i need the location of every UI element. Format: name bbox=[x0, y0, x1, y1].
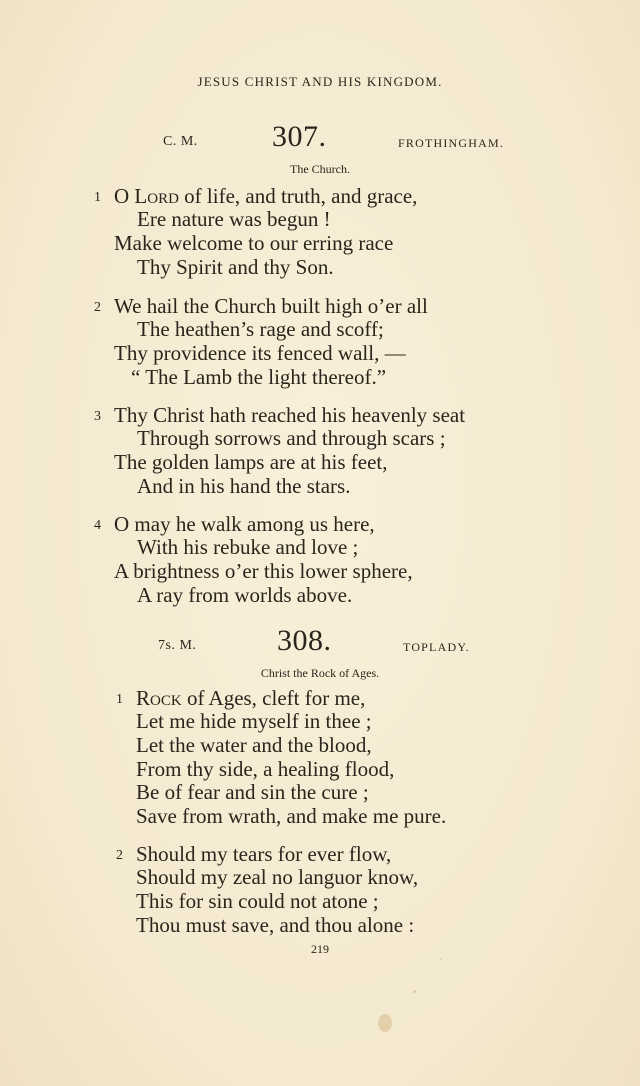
verse-line: Make welcome to our erring race bbox=[114, 231, 394, 255]
hymn-meter: C. M. bbox=[163, 134, 198, 149]
hymn-number: 307. bbox=[272, 120, 327, 153]
stanza-number: 1 bbox=[94, 190, 101, 205]
hymn-subtitle: Christ the Rock of Ages. bbox=[260, 666, 380, 680]
verse-line: Thy Christ hath reached his heavenly seat bbox=[114, 403, 466, 427]
verse-line: Ere nature was begun ! bbox=[137, 207, 331, 231]
verse-line: A brightness o’er this lower sphere, bbox=[114, 559, 413, 583]
verse-line: Rock of Ages, cleft for me, bbox=[136, 686, 366, 710]
hymn-number: 308. bbox=[277, 624, 332, 657]
verse-line: This for sin could not atone ; bbox=[136, 889, 379, 913]
hymn-307-header bbox=[0, 122, 640, 162]
hymn-subtitle: The Church. bbox=[290, 162, 350, 176]
verse-line: A ray from worlds above. bbox=[137, 583, 353, 607]
verse-line: Thy providence its fenced wall, — bbox=[114, 341, 406, 365]
verse-line: “ The Lamb the light thereof.” bbox=[131, 365, 387, 389]
stanza-number: 1 bbox=[116, 692, 123, 707]
verse-line: From thy side, a healing flood, bbox=[136, 757, 395, 781]
verse-line: O may he walk among us here, bbox=[114, 512, 375, 536]
verse-line: Through sorrows and through scars ; bbox=[137, 426, 446, 450]
hymn-tune: FROTHINGHAM. bbox=[398, 136, 505, 150]
page-number: 219 bbox=[311, 942, 329, 956]
stanza-number: 3 bbox=[94, 409, 101, 424]
verse-line: Should my tears for ever flow, bbox=[136, 842, 392, 866]
verse-line: The golden lamps are at his feet, bbox=[114, 450, 388, 474]
verse-line: Let me hide myself in thee ; bbox=[136, 709, 372, 733]
verse-line: And in his hand the stars. bbox=[137, 474, 351, 498]
verse-line: Let the water and the blood, bbox=[136, 733, 372, 757]
verse-line: Thou must save, and thou alone : bbox=[136, 913, 415, 937]
foxing-spot bbox=[378, 1014, 392, 1032]
hymn-308-header bbox=[0, 626, 640, 666]
foxing-spot bbox=[413, 990, 416, 993]
stanza-number: 2 bbox=[94, 300, 101, 315]
hymn-tune: TOPLADY. bbox=[403, 640, 470, 654]
verse-line: O Lord of life, and truth, and grace, bbox=[114, 184, 418, 208]
verse-line: Should my zeal no languor know, bbox=[136, 865, 419, 889]
hymn-meter: 7s. M. bbox=[158, 638, 197, 653]
verse-line: Save from wrath, and make me pure. bbox=[136, 804, 447, 828]
stanza-number: 2 bbox=[116, 848, 123, 863]
stanza-number: 4 bbox=[94, 518, 101, 533]
verse-line: Be of fear and sin the cure ; bbox=[136, 780, 369, 804]
verse-line: Thy Spirit and thy Son. bbox=[137, 255, 334, 279]
verse-line: We hail the Church built high o’er all bbox=[114, 294, 428, 318]
running-head: JESUS CHRIST AND HIS KINGDOM. bbox=[197, 74, 443, 89]
verse-line: With his rebuke and love ; bbox=[137, 535, 359, 559]
verse-line: The heathen’s rage and scoff; bbox=[137, 317, 384, 341]
foxing-spot bbox=[440, 958, 442, 960]
